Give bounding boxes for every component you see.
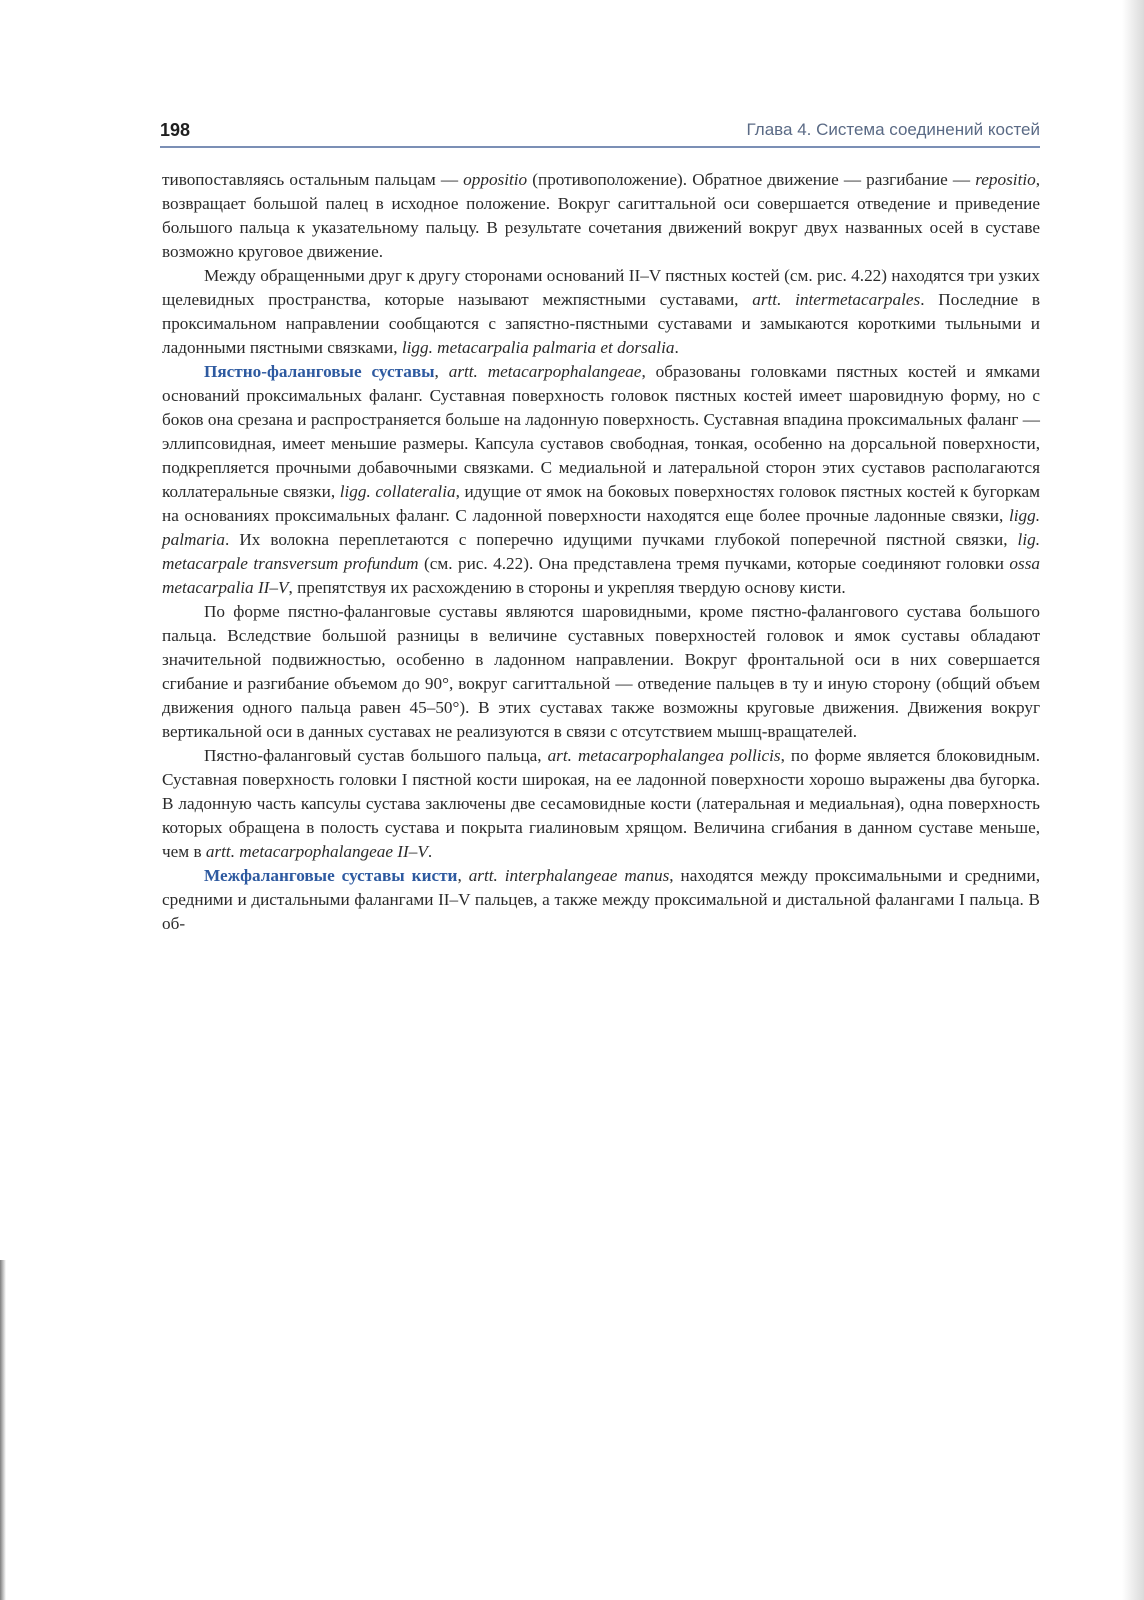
running-head: Глава 4. Система соединений костей (746, 120, 1040, 139)
section-subheading: Межфаланговые суставы кисти (204, 866, 458, 885)
scan-shadow-right (1122, 0, 1144, 1600)
text-run: , находятся между проксимальными и средними, средними и дистальными фалангами II–V пальцев, а также между проксимальной и дистальной фалангами I пальца. В об- (162, 866, 1041, 933)
paragraph (162, 360, 1040, 600)
text-run: . (674, 338, 679, 357)
text-run: По форме пястно-фаланговые суставы являются шаровидными, кроме пястно-фалангового сустава большого пальца. Вследствие большой разницы в величине суставных поверхностей головок и ямок суставы обладают значительной подвижностью, особенно в ладонном направлении. Вокруг фронтальной оси в них совершается сгибание и разгибание объемом до 90°, вокруг сагиттальной — отведение пальцев в ту и иную сторону (общий объем движения одного пальца равен 45–50°). В этих суставах также возможны круговые движения. Движения вокруг вертикальной оси в данных суставах не реализуются в связи с отсутствием мышц-вращателей. (162, 602, 1040, 741)
text-run: , (434, 362, 449, 381)
page-header (160, 116, 1040, 146)
paragraph (162, 600, 1040, 744)
text-run: , идущие от ямок на боковых поверхностях головок пястных костей к бугоркам на основаниях проксимальных фаланг. С ладонной поверхности находятся еще более прочные ладонные связки, (162, 482, 1041, 525)
paragraph (162, 744, 1040, 864)
text-run: , препятствуя их расхождению в стороны и укрепляя твердую основу кисти. (288, 578, 846, 597)
paragraph (162, 864, 1040, 936)
text-run: . (427, 842, 433, 861)
text-run: , по форме является блоковидным. Суставная поверхность головки I пястной кости широкая, на ее ладонной поверхности хорошо выражены два бугорка. В ладонную часть капсулы сустава заключены две сесамовидные кости (латеральная и медиальная), одна поверхность которых обращена в полость сустава и покрыта гиалиновым хрящом. Величина сгибания в данном суставе меньше, чем в (162, 746, 1041, 861)
latin-term: artt. intermetacarpales (752, 290, 921, 309)
latin-term: oppositio (463, 170, 528, 189)
latin-term: ossa metacarpalia II–V (162, 554, 1040, 597)
latin-term: lig. metacarpale transversum profundum (162, 530, 1040, 573)
text-run: тивопоставляясь остальным пальцам — (162, 170, 464, 189)
text-run: . Их волокна переплетаются с поперечно идущими пучками глубокой поперечной пястной связки, (225, 530, 1018, 549)
text-run: , образованы головками пястных костей и ямками оснований проксимальных фаланг. Суставная поверхность головок пястных костей имеет шаровидную форму, но с боков она срезана и распространяется больше на ладонную поверхность. Суставная впадина проксимальных фаланг — эллипсовидная, имеет меньшие размеры. Капсула суставов свободная, тонкая, особенно на дорсальной поверхности, подкрепляется прочными добавочными связками. С медиальной и латеральной сторон этих суставов располагаются коллатеральные связки, (162, 362, 1041, 501)
latin-term: artt. metacarpophalangeae (448, 362, 642, 381)
latin-term: ligg. palmaria (162, 506, 1040, 549)
header-divider (160, 146, 1040, 148)
section-subheading: Пястно-фаланговые суставы (204, 362, 435, 381)
text-run: (противоположение). Обратное движение — разгибание — (527, 170, 976, 189)
text-run: . Последние в проксимальном направлении сообщаются с запястно-пястными суставами и замыкаются короткими тыльными и ладонными пястными связками, (162, 290, 1040, 357)
text-run: Пястно-фаланговый сустав большого пальца, (204, 746, 548, 765)
text-run: , (457, 866, 469, 885)
text-run: Между обращенными друг к другу сторонами оснований II–V пястных костей (см. рис. 4.22) находятся три узких щелевидных пространства, которые называют межпястными суставами, (162, 266, 1040, 309)
scan-shadow-left (0, 1260, 6, 1600)
latin-term: ligg. metacarpalia palmaria et dorsalia (401, 338, 675, 357)
latin-term: repositio (975, 170, 1036, 189)
paragraph (162, 264, 1040, 360)
text-run: , возвращает большой палец в исходное положение. Вокруг сагиттальной оси совершается отведение и приведение большого пальца к указательному пальцу. В результате сочетания движений вокруг двух названных осей в суставе возможно круговое движение. (162, 170, 1041, 261)
body-text (162, 168, 1040, 936)
latin-term: artt. metacarpophalangeae II–V (205, 842, 428, 861)
latin-term: art. metacarpophalangea pollicis (547, 746, 781, 765)
latin-term: artt. interphalangeae manus (468, 866, 670, 885)
latin-term: ligg. collateralia (339, 482, 456, 501)
page-number: 198 (160, 120, 191, 140)
text-run: (см. рис. 4.22). Она представлена тремя пучками, которые соединяют головки (418, 554, 1010, 573)
paragraph (162, 168, 1040, 264)
